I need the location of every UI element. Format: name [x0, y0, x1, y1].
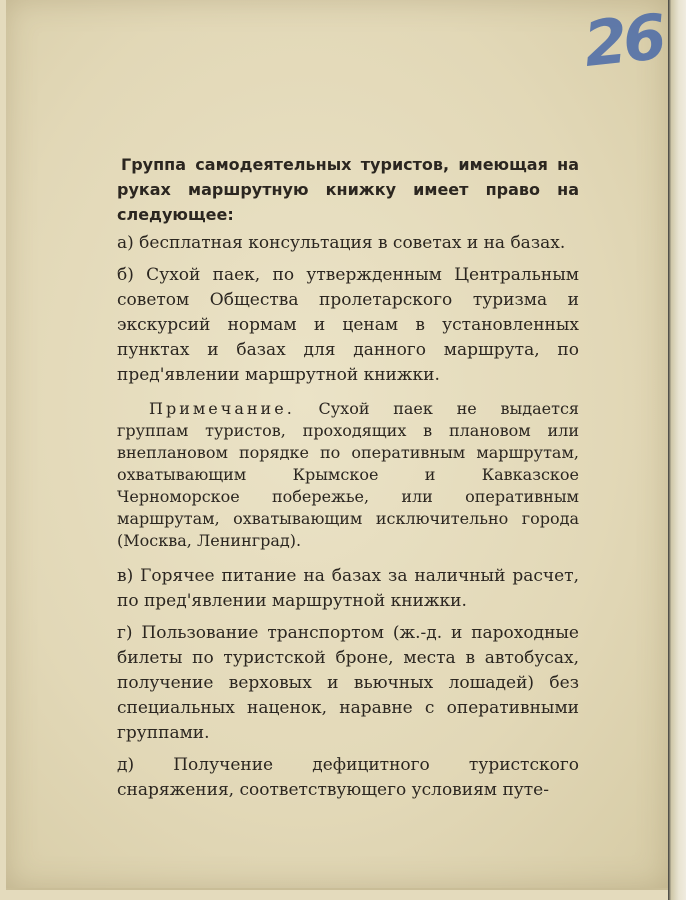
list-item-v: в) Горячее питание на базах за наличный расчет, по пред'явлении маршрутной книжки. [117, 566, 579, 611]
list-item-d: д) Получение дефицитного туристского снаряжения, соответствующего условиям путе- [117, 755, 579, 800]
handwritten-page-number: 26 [580, 0, 666, 81]
section-heading: Группа самодеятельных туристов, имеющая на руках маршрутную книжку имеет право на следующее: [117, 155, 579, 224]
document-body [117, 152, 579, 803]
note-label: Примечание. [149, 399, 295, 418]
note-text: Сухой паек не выдается группам туристов, проходящих в плановом или внеплановом порядке по оперативным маршрутам, охватывающим Крымское и Кавказское Черноморское побережье, или оперативным маршрутам, охватывающим исключительно города (Москва, Ленинград). [117, 399, 579, 550]
list-item-g: г) Пользование транспортом (ж.-д. и пароходные билеты по туристской броне, места в автобусах, получение верховых и вьючных лошадей) без специальных наценок, наравне с оперативными группами. [117, 623, 579, 743]
list-item-b: б) Сухой паек, по утвержденным Центральным советом Общества пролетарского туризма и экскурсий нормам и ценам в установленных пунктах и базах для данного маршрута, по пред'явлении маршрутной книжки. [117, 265, 579, 385]
page-edge [668, 0, 686, 900]
list-item-a: а) бесплатная консультация в советах и на базах. [117, 233, 566, 253]
note-block [117, 398, 579, 552]
